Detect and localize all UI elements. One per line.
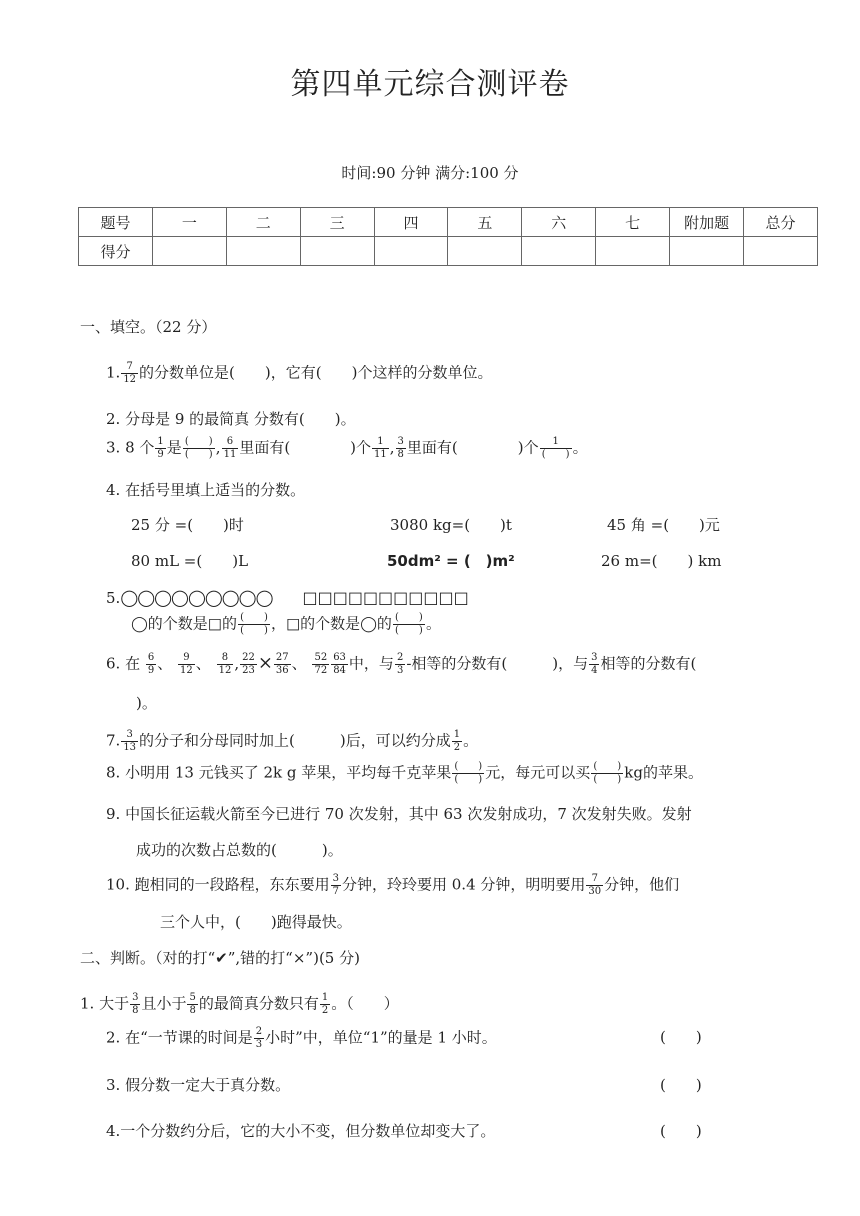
denominator: ( ) — [591, 773, 623, 785]
q-text: 10. 跑相同的一段路程，东东要用 — [106, 875, 330, 894]
denominator: 9 — [147, 665, 155, 676]
question-6-line2: )。 — [136, 694, 157, 712]
numerator: 1 — [157, 436, 164, 447]
numerator: ( ) — [184, 436, 213, 447]
q4-item: 3080 kg=( )t — [390, 516, 512, 534]
fraction — [586, 874, 603, 897]
score-input-cell[interactable] — [448, 237, 522, 266]
q-text: 3. 8 个 — [106, 438, 155, 457]
question-9-line2: 成功的次数占总数的( )。 — [136, 841, 343, 859]
q-text: 分钟，玲玲要用 0.4 分钟，明明要用 — [342, 875, 586, 894]
denominator: 7 — [332, 886, 339, 897]
denominator: 12 — [218, 665, 232, 676]
circle-shapes: ◯◯◯◯◯◯◯◯◯ — [120, 588, 273, 607]
denominator: ( ) — [183, 448, 215, 460]
q4-item: 80 mL =( )L — [131, 552, 249, 570]
q-text: 小时”中，单位“1”的量是 1 小时。 — [265, 1028, 497, 1047]
q4-item: 26 m=( ) km — [601, 552, 722, 570]
fraction — [452, 730, 462, 753]
score-input-cell[interactable] — [596, 237, 670, 266]
blank-fraction[interactable] — [238, 613, 270, 636]
blank-fraction[interactable] — [393, 613, 425, 636]
fraction — [130, 993, 140, 1016]
denominator: 3 — [255, 1039, 263, 1050]
numerator: 52 — [314, 652, 328, 663]
judge-question-1 — [80, 993, 399, 1016]
numerator: 6 — [147, 652, 155, 663]
numerator: 3 — [397, 436, 404, 447]
judge-question-3: 3. 假分数一定大于真分数。 — [106, 1076, 291, 1094]
blank-fraction[interactable] — [452, 762, 484, 785]
question-10 — [106, 874, 679, 897]
q-text: kg的苹果。 — [624, 763, 703, 782]
q-text: 里面有( )个 — [239, 438, 372, 457]
blank-fraction[interactable] — [183, 437, 215, 460]
fraction — [331, 653, 348, 676]
heading-text: 二、判断。（对的打“ — [80, 949, 216, 967]
fraction — [187, 993, 197, 1016]
q-text: 分钟，他们 — [604, 875, 680, 894]
denominator: ( ) — [393, 624, 425, 636]
q4-item: 45 角 =( )元 — [607, 516, 720, 534]
q-text: 元，每元可以买 — [485, 763, 591, 782]
q-text: -相等的分数有( )，与 — [406, 654, 589, 673]
denominator: 36 — [275, 665, 289, 676]
score-cell: 七 — [596, 208, 670, 237]
q-text: 6. 在 — [106, 654, 141, 673]
score-table-header-row — [79, 208, 818, 237]
q-text: , — [215, 438, 221, 457]
separator: 、 — [195, 654, 211, 673]
question-3 — [106, 437, 588, 460]
denominator: 23 — [242, 665, 255, 676]
numerator: ( ) — [240, 612, 268, 623]
page-title: 第四单元综合测评卷 — [290, 67, 570, 102]
q-text: 。 — [425, 614, 441, 633]
numerator: 1 — [377, 436, 384, 447]
fraction — [222, 437, 239, 460]
q-text: 。 — [463, 731, 479, 750]
q-text: 2. 在“一节课的时间是 — [106, 1028, 253, 1047]
q-text: 且小于 — [141, 994, 187, 1013]
denominator: 8 — [132, 1005, 139, 1016]
q-text: ◯的个数是□的 — [131, 614, 237, 633]
denominator: 9 — [157, 449, 164, 460]
score-input-cell[interactable] — [374, 237, 448, 266]
fraction — [395, 653, 405, 676]
score-input-cell[interactable] — [226, 237, 300, 266]
fraction — [217, 653, 234, 676]
numerator: ( ) — [593, 761, 622, 772]
heading-text: ”,错的打“×”)(5 分) — [227, 949, 360, 967]
numerator: 3 — [126, 729, 133, 740]
denominator: 72 — [314, 665, 328, 676]
separator: × — [257, 652, 273, 674]
q-text: 里面有( )个 — [406, 438, 539, 457]
score-table — [78, 207, 818, 266]
score-cell: 五 — [448, 208, 522, 237]
denominator: 12 — [180, 665, 193, 676]
q-text: 。 — [572, 438, 588, 457]
fraction — [146, 653, 156, 676]
exam-info: 时间:90 分钟 满分:100 分 — [341, 164, 519, 182]
question-2: 2. 分母是 9 的最简真 分数有( )。 — [106, 410, 356, 428]
score-input-cell[interactable] — [522, 237, 596, 266]
numerator: 2 — [255, 1026, 263, 1037]
score-input-cell[interactable] — [300, 237, 374, 266]
numerator: 1 — [321, 992, 329, 1003]
denominator: ( ) — [540, 448, 572, 460]
score-cell: 四 — [374, 208, 448, 237]
denominator: 84 — [333, 665, 346, 676]
section2-heading — [80, 951, 360, 966]
fraction — [312, 653, 329, 676]
score-cell: 二 — [226, 208, 300, 237]
score-cell: 六 — [522, 208, 596, 237]
answer-paren[interactable]: 。（ ） — [331, 994, 399, 1013]
answer-paren[interactable]: ( ) — [660, 1028, 702, 1046]
denominator: 12 — [123, 374, 137, 385]
numerator: 1 — [552, 436, 559, 447]
q-text: 中，与 — [348, 654, 394, 673]
question-10-line2: 三个人中，( )跑得最快。 — [160, 913, 352, 931]
score-input-cell[interactable] — [152, 237, 226, 266]
denominator: 2 — [321, 1005, 329, 1016]
q-num: 7. — [106, 731, 121, 750]
denominator: 11 — [374, 449, 387, 460]
fraction — [320, 993, 330, 1016]
question-5 — [131, 613, 441, 636]
q-num: 1. — [106, 363, 121, 382]
judge-question-2 — [106, 1027, 497, 1050]
denominator: 4 — [591, 665, 598, 676]
denominator: ( ) — [238, 624, 270, 636]
score-cell: 题号 — [79, 208, 153, 237]
numerator: 5 — [189, 992, 196, 1003]
q-text: 相等的分数有( — [600, 654, 697, 673]
separator: 、 — [291, 654, 307, 673]
q-text: 的最简真分数只有 — [198, 994, 319, 1013]
score-cell: 三 — [300, 208, 374, 237]
question-8 — [106, 762, 703, 785]
fraction — [331, 874, 341, 897]
numerator: 7 — [126, 361, 133, 372]
numerator: 2 — [396, 652, 404, 663]
numerator: 63 — [333, 652, 346, 663]
fraction — [254, 1027, 264, 1050]
fraction — [178, 653, 195, 676]
fraction — [372, 437, 389, 460]
denominator: 3 — [396, 665, 404, 676]
numerator: 27 — [275, 652, 289, 663]
denominator: 8 — [397, 449, 404, 460]
score-cell: 附加题 — [670, 208, 744, 237]
fraction — [589, 653, 599, 676]
denominator: 2 — [453, 742, 461, 753]
score-label-cell: 得分 — [79, 237, 153, 266]
question-5-shapes — [106, 590, 469, 606]
score-input-cell[interactable] — [744, 237, 818, 266]
numerator: 3 — [591, 652, 598, 663]
score-cell: 总分 — [744, 208, 818, 237]
question-1 — [106, 362, 492, 385]
q-text: 的分数单位是( )，它有( )个这样的分数单位。 — [139, 363, 493, 382]
q4-item: 25 分 =( )时 — [131, 516, 244, 534]
question-9: 9. 中国长征运载火箭至今已进行 70 次发射，其中 63 次发射成功，7 次发射失败。发射 — [106, 805, 692, 823]
fraction — [396, 437, 406, 460]
fraction — [240, 653, 257, 676]
denominator: 13 — [123, 742, 137, 753]
answer-paren[interactable]: ( ) — [660, 1076, 702, 1094]
fraction — [121, 362, 138, 385]
score-input-cell[interactable] — [670, 237, 744, 266]
numerator: 7 — [591, 873, 598, 884]
score-cell: 一 — [152, 208, 226, 237]
square-shapes: □□□□□□□□□□□ — [302, 588, 469, 607]
answer-paren[interactable]: ( ) — [660, 1122, 702, 1140]
q-text: , — [389, 438, 395, 457]
numerator: 8 — [221, 652, 229, 663]
fraction — [274, 653, 291, 676]
score-table-score-row — [79, 237, 818, 266]
question-6 — [106, 653, 696, 676]
separator: , — [234, 654, 240, 673]
fraction — [155, 437, 165, 460]
denominator: ( ) — [452, 773, 484, 785]
separator: 、 — [157, 654, 173, 673]
blank-fraction[interactable] — [540, 437, 572, 460]
numerator: 3 — [332, 873, 339, 884]
q-text: 是 — [166, 438, 182, 457]
numerator: 6 — [226, 436, 234, 447]
denominator: 30 — [588, 886, 602, 897]
numerator: 3 — [132, 992, 139, 1003]
check-icon: ✔ — [215, 949, 228, 967]
denominator: 8 — [189, 1005, 196, 1016]
q4-item: 50dm² = ( )m² — [387, 552, 515, 570]
q-num: 5. — [106, 589, 121, 607]
q-text: 1. 大于 — [80, 994, 130, 1013]
judge-question-4: 4.一个分数约分后，它的大小不变，但分数单位却变大了。 — [106, 1122, 496, 1140]
numerator: 9 — [183, 652, 190, 663]
section1-heading: 一、填空。（22 分） — [80, 318, 217, 336]
denominator: 11 — [223, 449, 237, 460]
numerator: ( ) — [395, 612, 423, 623]
blank-fraction[interactable] — [591, 762, 623, 785]
q-text: 8. 小明用 13 元钱买了 2k g 苹果，平均每千克苹果 — [106, 763, 452, 782]
numerator: 22 — [242, 652, 255, 663]
q-text: ，□的个数是◯的 — [270, 614, 392, 633]
fraction — [121, 730, 138, 753]
question-4: 4. 在括号里填上适当的分数。 — [106, 481, 306, 499]
question-7 — [106, 730, 478, 753]
numerator: 1 — [453, 729, 461, 740]
q-text: 的分子和分母同时加上( )后，可以约分成 — [139, 731, 451, 750]
numerator: ( ) — [454, 761, 483, 772]
